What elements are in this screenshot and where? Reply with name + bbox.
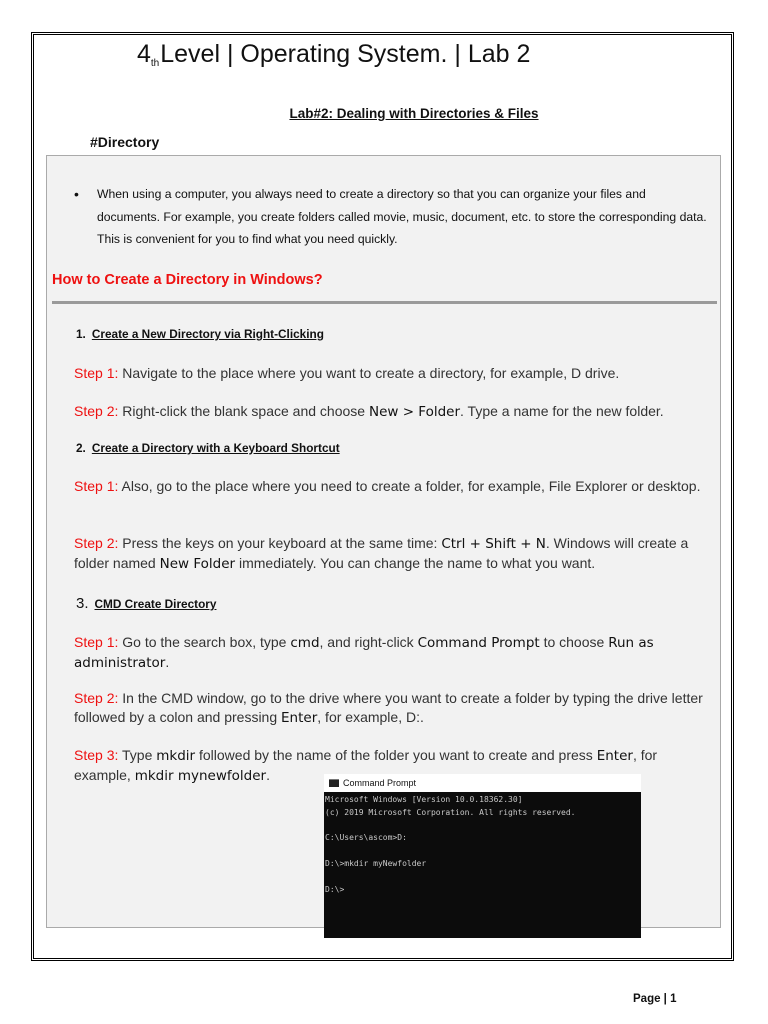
step-text: Also, go to the place where you need to create a folder, for example, File Explorer or desktop. bbox=[118, 478, 701, 494]
step-text: followed by the name of the folder you want to create and press bbox=[195, 747, 597, 763]
step-text: Right-click the blank space and choose bbox=[118, 403, 369, 419]
step-emphasis: New Folder bbox=[159, 556, 236, 572]
cmd-line: C:\Users\ascom>D: bbox=[325, 833, 407, 843]
section-divider bbox=[52, 301, 717, 304]
method-2-heading bbox=[76, 441, 340, 455]
step-label: Step 1: bbox=[74, 478, 119, 494]
step-text: , for example, bbox=[74, 747, 658, 783]
cmd-line bbox=[325, 820, 639, 833]
cmd-line bbox=[325, 871, 639, 884]
step-label: Step 2: bbox=[74, 403, 119, 419]
page-number: Page | 1 bbox=[633, 993, 677, 1005]
method-number: 1. bbox=[76, 327, 86, 341]
title-ordinal-suffix: th bbox=[150, 58, 160, 69]
step-label: Step 2: bbox=[74, 690, 119, 706]
command-prompt-screenshot bbox=[324, 774, 641, 938]
title-level-number: 4 bbox=[137, 40, 151, 68]
method-title: Create a Directory with a Keyboard Shortcut bbox=[91, 441, 340, 455]
step-text: Press the keys on your keyboard at the same time: bbox=[118, 535, 442, 551]
method-title: CMD Create Directory bbox=[94, 597, 217, 611]
step-text: Go to the search box, type bbox=[118, 634, 291, 650]
step-label: Step 1: bbox=[74, 634, 119, 650]
step-text: immediately. You can change the name to what you want. bbox=[235, 555, 596, 571]
bullet-icon: • bbox=[74, 186, 79, 202]
method-title: Create a New Directory via Right-Clicking bbox=[91, 327, 324, 341]
command-prompt-icon bbox=[329, 779, 339, 787]
cmd-line: (c) 2019 Microsoft Corporation. All rights reserved. bbox=[325, 807, 576, 817]
cmd-line: D:\>mkdir myNewfolder bbox=[325, 858, 427, 868]
step-text: . Type a name for the new folder. bbox=[460, 403, 664, 419]
cmd-window-title: Command Prompt bbox=[343, 778, 417, 788]
step-text: In the CMD window, go to the drive where you want to create a folder by typing the drive letter followed by a colon and pressing bbox=[74, 690, 703, 725]
step-emphasis: Command Prompt bbox=[417, 635, 540, 651]
method-number: 3. bbox=[76, 595, 89, 612]
method-number: 2. bbox=[76, 441, 86, 455]
step-text: Type bbox=[118, 747, 157, 763]
step-label: Step 2: bbox=[74, 535, 119, 551]
step-emphasis: Enter bbox=[281, 710, 318, 726]
method-3-step-1 bbox=[74, 633, 714, 673]
method-1-step-1 bbox=[74, 364, 714, 383]
step-emphasis: mkdir mynewfolder bbox=[134, 768, 267, 784]
method-1-step-2 bbox=[74, 402, 714, 422]
method-2-step-2 bbox=[74, 534, 714, 574]
page-header-title bbox=[137, 40, 530, 69]
cmd-line bbox=[325, 845, 639, 858]
step-text: , for example, D:. bbox=[317, 709, 424, 725]
step-text: . Windows will create a folder named bbox=[74, 535, 689, 571]
step-text: . bbox=[165, 654, 170, 670]
cmd-output bbox=[325, 794, 639, 896]
cmd-titlebar bbox=[324, 774, 641, 792]
step-label: Step 1: bbox=[74, 365, 119, 381]
method-2-step-1 bbox=[74, 477, 714, 496]
step-text: . bbox=[266, 767, 270, 783]
step-text: to choose bbox=[539, 634, 609, 650]
step-emphasis: mkdir bbox=[156, 748, 196, 764]
step-emphasis: cmd bbox=[290, 635, 320, 651]
method-1-heading bbox=[76, 327, 324, 341]
cmd-line: D:\> bbox=[325, 884, 345, 894]
step-emphasis: Enter bbox=[596, 748, 633, 764]
step-text: Navigate to the place where you want to create a directory, for example, D drive. bbox=[118, 365, 620, 381]
section-label: #Directory bbox=[90, 134, 160, 150]
method-3-heading bbox=[76, 595, 216, 612]
step-emphasis: Ctrl + Shift + N bbox=[441, 536, 546, 552]
step-text: , and right-click bbox=[319, 634, 418, 650]
step-emphasis: Run as administrator bbox=[74, 635, 654, 671]
how-to-heading: How to Create a Directory in Windows? bbox=[52, 272, 323, 288]
step-label: Step 3: bbox=[74, 747, 119, 763]
step-emphasis: New > Folder bbox=[368, 404, 461, 420]
lab-title: Lab#2: Dealing with Directories & Files bbox=[289, 106, 539, 121]
title-text: Level | Operating System. | Lab 2 bbox=[160, 40, 531, 68]
intro-paragraph: When using a computer, you always need to create a directory so that you can organize your files and documents. For example, you create folders called movie, music, document, etc. to store the corresponding data. This is convenient for you to find what you need quickly. bbox=[97, 187, 707, 246]
method-3-step-2 bbox=[74, 689, 714, 728]
cmd-line: Microsoft Windows [Version 10.0.18362.30] bbox=[325, 795, 523, 804]
